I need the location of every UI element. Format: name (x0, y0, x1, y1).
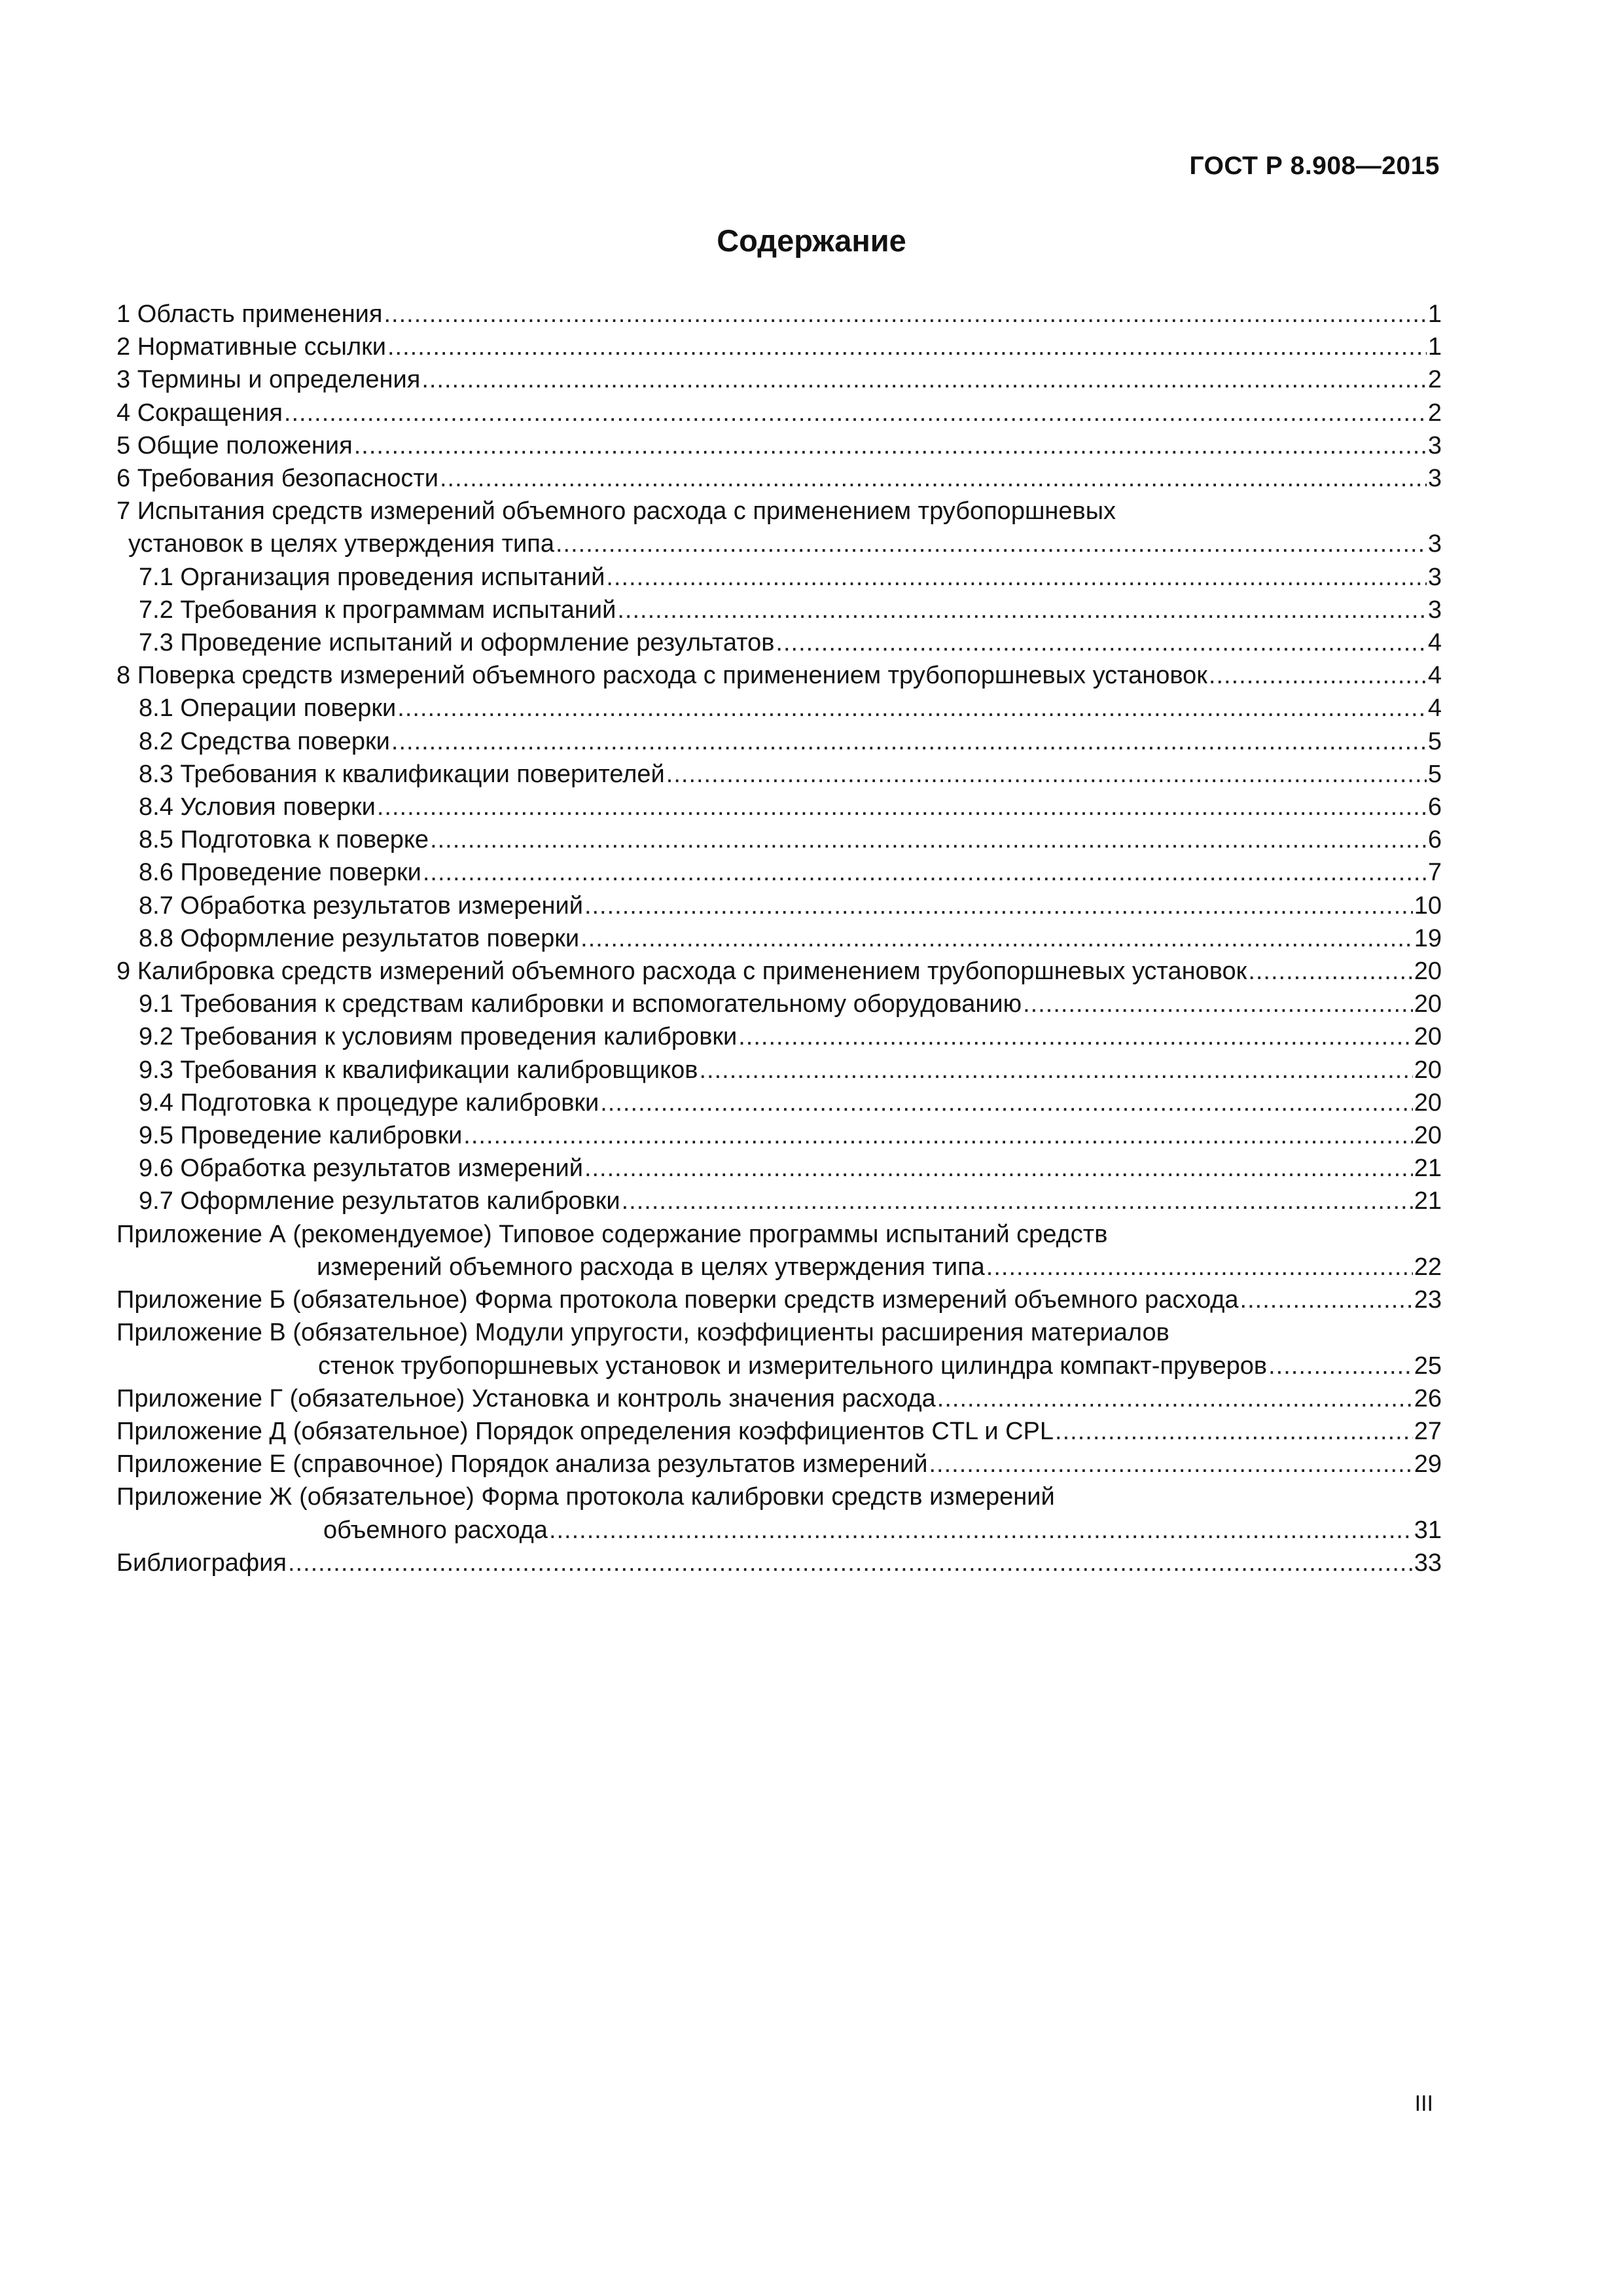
toc-title: Содержание (717, 223, 906, 258)
toc-entry-page: 33 (1414, 1549, 1442, 1577)
toc-entry[interactable] (116, 1152, 1442, 1185)
toc-entry[interactable] (116, 889, 1442, 922)
toc-entry-label: Приложение А (рекомендуемое) Типовое содержание программы испытаний средств (116, 1220, 1108, 1248)
toc-leader-dots (284, 397, 1427, 429)
toc-entry-page: 5 (1427, 760, 1442, 788)
toc-leader-dots (549, 1514, 1413, 1547)
toc-leader-dots (937, 1382, 1413, 1415)
toc-entry-label: Приложение Б (обязательное) Форма протокола поверки средств измерений объемного расхода (116, 1286, 1239, 1314)
toc-entry[interactable] (116, 1415, 1442, 1448)
toc-entry-label: установок в целях утверждения типа (128, 530, 554, 558)
toc-entry[interactable] (116, 1382, 1442, 1415)
toc-entry-label: 4 Сокращения (116, 399, 283, 427)
toc-entry[interactable] (116, 331, 1442, 363)
toc-entry-page: 26 (1414, 1384, 1442, 1412)
toc-entry-label: 5 Общие положения (116, 431, 353, 459)
toc-leader-dots (421, 363, 1427, 396)
toc-entry-label: 8.3 Требования к квалификации поверителей (139, 760, 665, 788)
toc-entry[interactable] (116, 659, 1442, 692)
document-id-header: ГОСТ Р 8.908—2015 (1189, 152, 1440, 180)
toc-leader-dots (666, 758, 1427, 791)
toc-entry[interactable] (116, 1480, 1442, 1513)
toc-entry-label: 8.7 Обработка результатов измерений (139, 891, 583, 920)
toc-entry[interactable] (116, 758, 1442, 791)
toc-entry[interactable] (116, 856, 1442, 889)
toc-leader-dots (397, 692, 1427, 725)
toc-entry-label: 7 Испытания средств измерений объемного расхода с применением трубопоршневых (116, 497, 1116, 526)
toc-entry[interactable] (116, 528, 1442, 560)
toc-entry-label: 8.2 Средства поверки (139, 727, 390, 755)
toc-entry[interactable] (116, 397, 1442, 429)
toc-leader-dots (463, 1119, 1412, 1152)
toc-entry-label: 8.8 Оформление результатов поверки (139, 924, 580, 952)
toc-entry-label: Приложение Е (справочное) Порядок анализа результатов измерений (116, 1450, 928, 1479)
toc-entry[interactable] (116, 1316, 1442, 1349)
toc-leader-dots (1023, 988, 1413, 1020)
toc-entry[interactable] (116, 626, 1442, 659)
toc-entry-label: 7.2 Требования к программам испытаний (139, 596, 616, 624)
toc-entry-label: 9.1 Требования к средствам калибровки и вспомогательному оборудованию (139, 990, 1022, 1018)
toc-entry-page: 25 (1414, 1352, 1442, 1380)
toc-leader-dots (423, 856, 1427, 889)
page-number: III (1414, 2091, 1433, 2116)
toc-entry[interactable] (116, 922, 1442, 955)
toc-leader-dots (600, 1086, 1412, 1119)
toc-entry[interactable] (116, 1547, 1442, 1579)
toc-entry-page: 3 (1427, 431, 1442, 459)
toc-entry-page: 29 (1414, 1450, 1442, 1479)
toc-entry-page: 7 (1427, 859, 1442, 887)
toc-entry[interactable] (116, 561, 1442, 594)
toc-entry-page: 1 (1427, 300, 1442, 328)
toc-entry-page: 5 (1427, 727, 1442, 755)
toc-entry-page: 3 (1427, 563, 1442, 591)
toc-leader-dots (606, 561, 1427, 594)
toc-entry-label: измерений объемного расхода в целях утверждения типа (317, 1253, 985, 1281)
toc-entry-page: 21 (1414, 1187, 1442, 1215)
toc-entry-page: 27 (1414, 1417, 1442, 1445)
toc-entry[interactable] (116, 1251, 1442, 1283)
toc-entry[interactable] (116, 495, 1442, 528)
toc-leader-dots (440, 462, 1427, 495)
toc-entry-page: 4 (1427, 629, 1442, 657)
toc-leader-dots (377, 791, 1427, 823)
toc-entry[interactable] (116, 1119, 1442, 1152)
toc-leader-dots (776, 626, 1426, 659)
toc-entry-page: 20 (1414, 1023, 1442, 1051)
toc-entry-label: 9.7 Оформление результатов калибровки (139, 1187, 620, 1215)
toc-leader-dots (622, 1185, 1413, 1217)
toc-leader-dots (929, 1448, 1413, 1480)
table-of-contents (116, 298, 1442, 1579)
toc-entry-page: 20 (1414, 1122, 1442, 1150)
toc-leader-dots (584, 1152, 1413, 1185)
toc-entry[interactable] (116, 1020, 1442, 1053)
toc-entry-label: 9.3 Требования к квалификации калибровщиков (139, 1056, 698, 1084)
toc-entry-page: 4 (1427, 662, 1442, 690)
toc-entry-page: 2 (1427, 399, 1442, 427)
toc-leader-dots (699, 1054, 1412, 1086)
toc-leader-dots (288, 1547, 1413, 1579)
toc-entry-label: 3 Термины и определения (116, 366, 421, 394)
toc-leader-dots (391, 725, 1427, 758)
toc-entry-page: 31 (1414, 1516, 1442, 1544)
toc-entry[interactable] (116, 725, 1442, 758)
toc-entry-label: 9.5 Проведение калибровки (139, 1122, 463, 1150)
toc-entry[interactable] (116, 1086, 1442, 1119)
toc-leader-dots (1248, 955, 1412, 988)
toc-entry[interactable] (116, 1448, 1442, 1480)
toc-leader-dots (383, 298, 1426, 331)
toc-entry-label: 6 Требования безопасности (116, 465, 438, 493)
toc-entry-page: 3 (1427, 596, 1442, 624)
toc-entry-label: 8.6 Проведение поверки (139, 859, 421, 887)
toc-entry-label: 7.1 Организация проведения испытаний (139, 563, 605, 591)
toc-entry-label: Приложение Г (обязательное) Установка и контроль значения расхода (116, 1384, 936, 1412)
toc-entry-label: Приложение Д (обязательное) Порядок определения коэффициентов CTL и CPL (116, 1417, 1054, 1445)
toc-entry-label: объемного расхода (323, 1516, 548, 1544)
toc-entry-label: Приложение В (обязательное) Модули упругости, коэффициенты расширения материалов (116, 1319, 1169, 1347)
toc-entry-page: 20 (1414, 1088, 1442, 1117)
toc-entry[interactable] (116, 298, 1442, 331)
toc-entry[interactable] (116, 429, 1442, 462)
toc-entry-page: 1 (1427, 333, 1442, 361)
toc-leader-dots (738, 1020, 1412, 1053)
toc-entry[interactable] (116, 692, 1442, 725)
toc-entry[interactable] (116, 1350, 1442, 1382)
toc-entry-label: 8 Поверка средств измерений объемного расхода с применением трубопоршневых установок (116, 662, 1207, 690)
toc-entry-label: 8.5 Подготовка к поверке (139, 826, 429, 854)
toc-leader-dots (584, 889, 1413, 922)
toc-entry-page: 3 (1427, 530, 1442, 558)
toc-entry-label: 9 Калибровка средств измерений объемного расхода с применением трубопоршневых установок (116, 958, 1247, 986)
toc-entry[interactable] (116, 462, 1442, 495)
toc-entry[interactable] (116, 988, 1442, 1020)
toc-entry-label: Библиография (116, 1549, 287, 1577)
toc-leader-dots (387, 331, 1427, 363)
toc-entry-label: Приложение Ж (обязательное) Форма протокола калибровки средств измерений (116, 1483, 1055, 1511)
toc-entry-label: 1 Область применения (116, 300, 383, 328)
toc-entry-page: 20 (1414, 1056, 1442, 1084)
toc-entry-label: 8.1 Операции поверки (139, 694, 397, 723)
toc-entry-label: 9.4 Подготовка к процедуре калибровки (139, 1088, 599, 1117)
toc-entry-label: 9.2 Требования к условиям проведения калибровки (139, 1023, 738, 1051)
toc-entry-page: 22 (1414, 1253, 1442, 1281)
toc-leader-dots (556, 528, 1427, 560)
toc-leader-dots (1268, 1350, 1413, 1382)
toc-entry-page: 20 (1414, 958, 1442, 986)
toc-entry[interactable] (116, 594, 1442, 626)
toc-entry-page: 4 (1427, 694, 1442, 723)
toc-entry-page: 10 (1414, 891, 1442, 920)
toc-entry-page: 21 (1414, 1155, 1442, 1183)
toc-entry[interactable] (116, 1514, 1442, 1547)
toc-leader-dots (1240, 1283, 1413, 1316)
toc-leader-dots (986, 1251, 1413, 1283)
toc-leader-dots (580, 922, 1413, 955)
toc-leader-dots (617, 594, 1427, 626)
toc-entry[interactable] (116, 955, 1442, 988)
toc-leader-dots (430, 823, 1427, 856)
toc-entry[interactable] (116, 823, 1442, 856)
toc-entry-page: 23 (1414, 1286, 1442, 1314)
toc-entry-label: 8.4 Условия поверки (139, 793, 376, 821)
toc-entry-page: 2 (1427, 366, 1442, 394)
toc-entry[interactable] (116, 1283, 1442, 1316)
toc-leader-dots (1055, 1415, 1413, 1448)
toc-entry-label: 7.3 Проведение испытаний и оформление результатов (139, 629, 775, 657)
toc-entry-label: 9.6 Обработка результатов измерений (139, 1155, 583, 1183)
toc-entry-page: 20 (1414, 990, 1442, 1018)
toc-entry-label: 2 Нормативные ссылки (116, 333, 386, 361)
toc-entry[interactable] (116, 1218, 1442, 1251)
toc-entry[interactable] (116, 1185, 1442, 1217)
toc-leader-dots (1209, 659, 1427, 692)
toc-leader-dots (354, 429, 1427, 462)
toc-entry[interactable] (116, 363, 1442, 396)
toc-entry-page: 6 (1427, 793, 1442, 821)
toc-entry-label: стенок трубопоршневых установок и измерительного цилиндра компакт-пруверов (318, 1352, 1268, 1380)
toc-entry-page: 19 (1414, 924, 1442, 952)
toc-entry-page: 6 (1427, 826, 1442, 854)
toc-entry-page: 3 (1427, 465, 1442, 493)
toc-entry[interactable] (116, 1054, 1442, 1086)
toc-entry[interactable] (116, 791, 1442, 823)
